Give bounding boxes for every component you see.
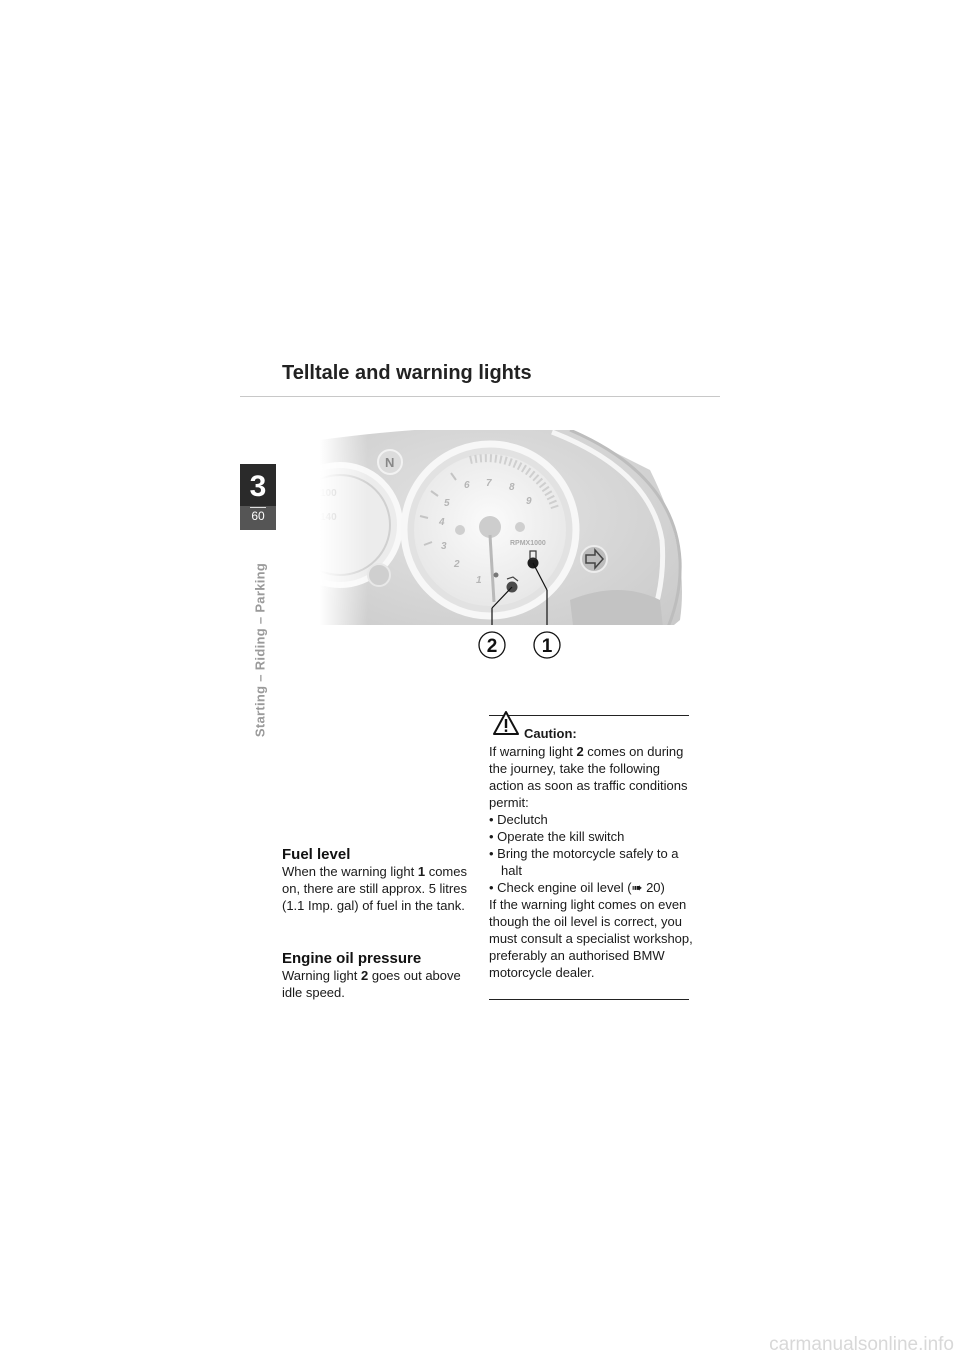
- caution-bullet: • Bring the motorcycle safely to a halt: [489, 846, 679, 878]
- caution-intro: If warning light 2 comes on during the journey, take the following action as soon as traffic conditions permit:: [489, 744, 688, 810]
- watermark: carmanualsonline.info: [769, 1334, 954, 1355]
- caution-body: [489, 743, 694, 981]
- page-number: 60: [251, 509, 265, 523]
- engine-oil-heading: Engine oil pressure: [282, 950, 422, 967]
- callout-1: 1: [541, 636, 553, 657]
- caution-bullet: • Operate the kill switch: [489, 829, 625, 844]
- caution-bullet: • Declutch: [489, 812, 548, 827]
- chapter-number: 3: [249, 470, 267, 503]
- fuel-level-text: When the warning light 1 comes on, there are still approx. 5 litres (1.1 Imp. gal) of fuel in the tank.: [282, 864, 467, 913]
- fuel-level-heading: Fuel level: [282, 846, 351, 863]
- chapter-tab: [240, 464, 276, 530]
- instrument-cluster-photo: [320, 430, 720, 700]
- warning-triangle-icon: [492, 709, 520, 737]
- caution-outro: If the warning light comes on even though the oil level is correct, you must consult a specialist workshop, preferably an authorised BMW motorcycle dealer.: [489, 897, 693, 980]
- page-title: Telltale and warning lights: [282, 362, 532, 384]
- caution-bullet: • Check engine oil level (➠ 20): [489, 880, 665, 895]
- title-divider: [240, 396, 720, 397]
- chapter-tab-divider: [250, 507, 266, 508]
- engine-oil-text: Warning light 2 goes out above idle speed.: [282, 968, 461, 1000]
- caution-label: Caution:: [524, 726, 577, 741]
- section-side-label: Starting – Riding – Parking: [252, 562, 268, 738]
- caution-bottom-rule: [489, 999, 689, 1000]
- callout-2: 2: [486, 636, 498, 657]
